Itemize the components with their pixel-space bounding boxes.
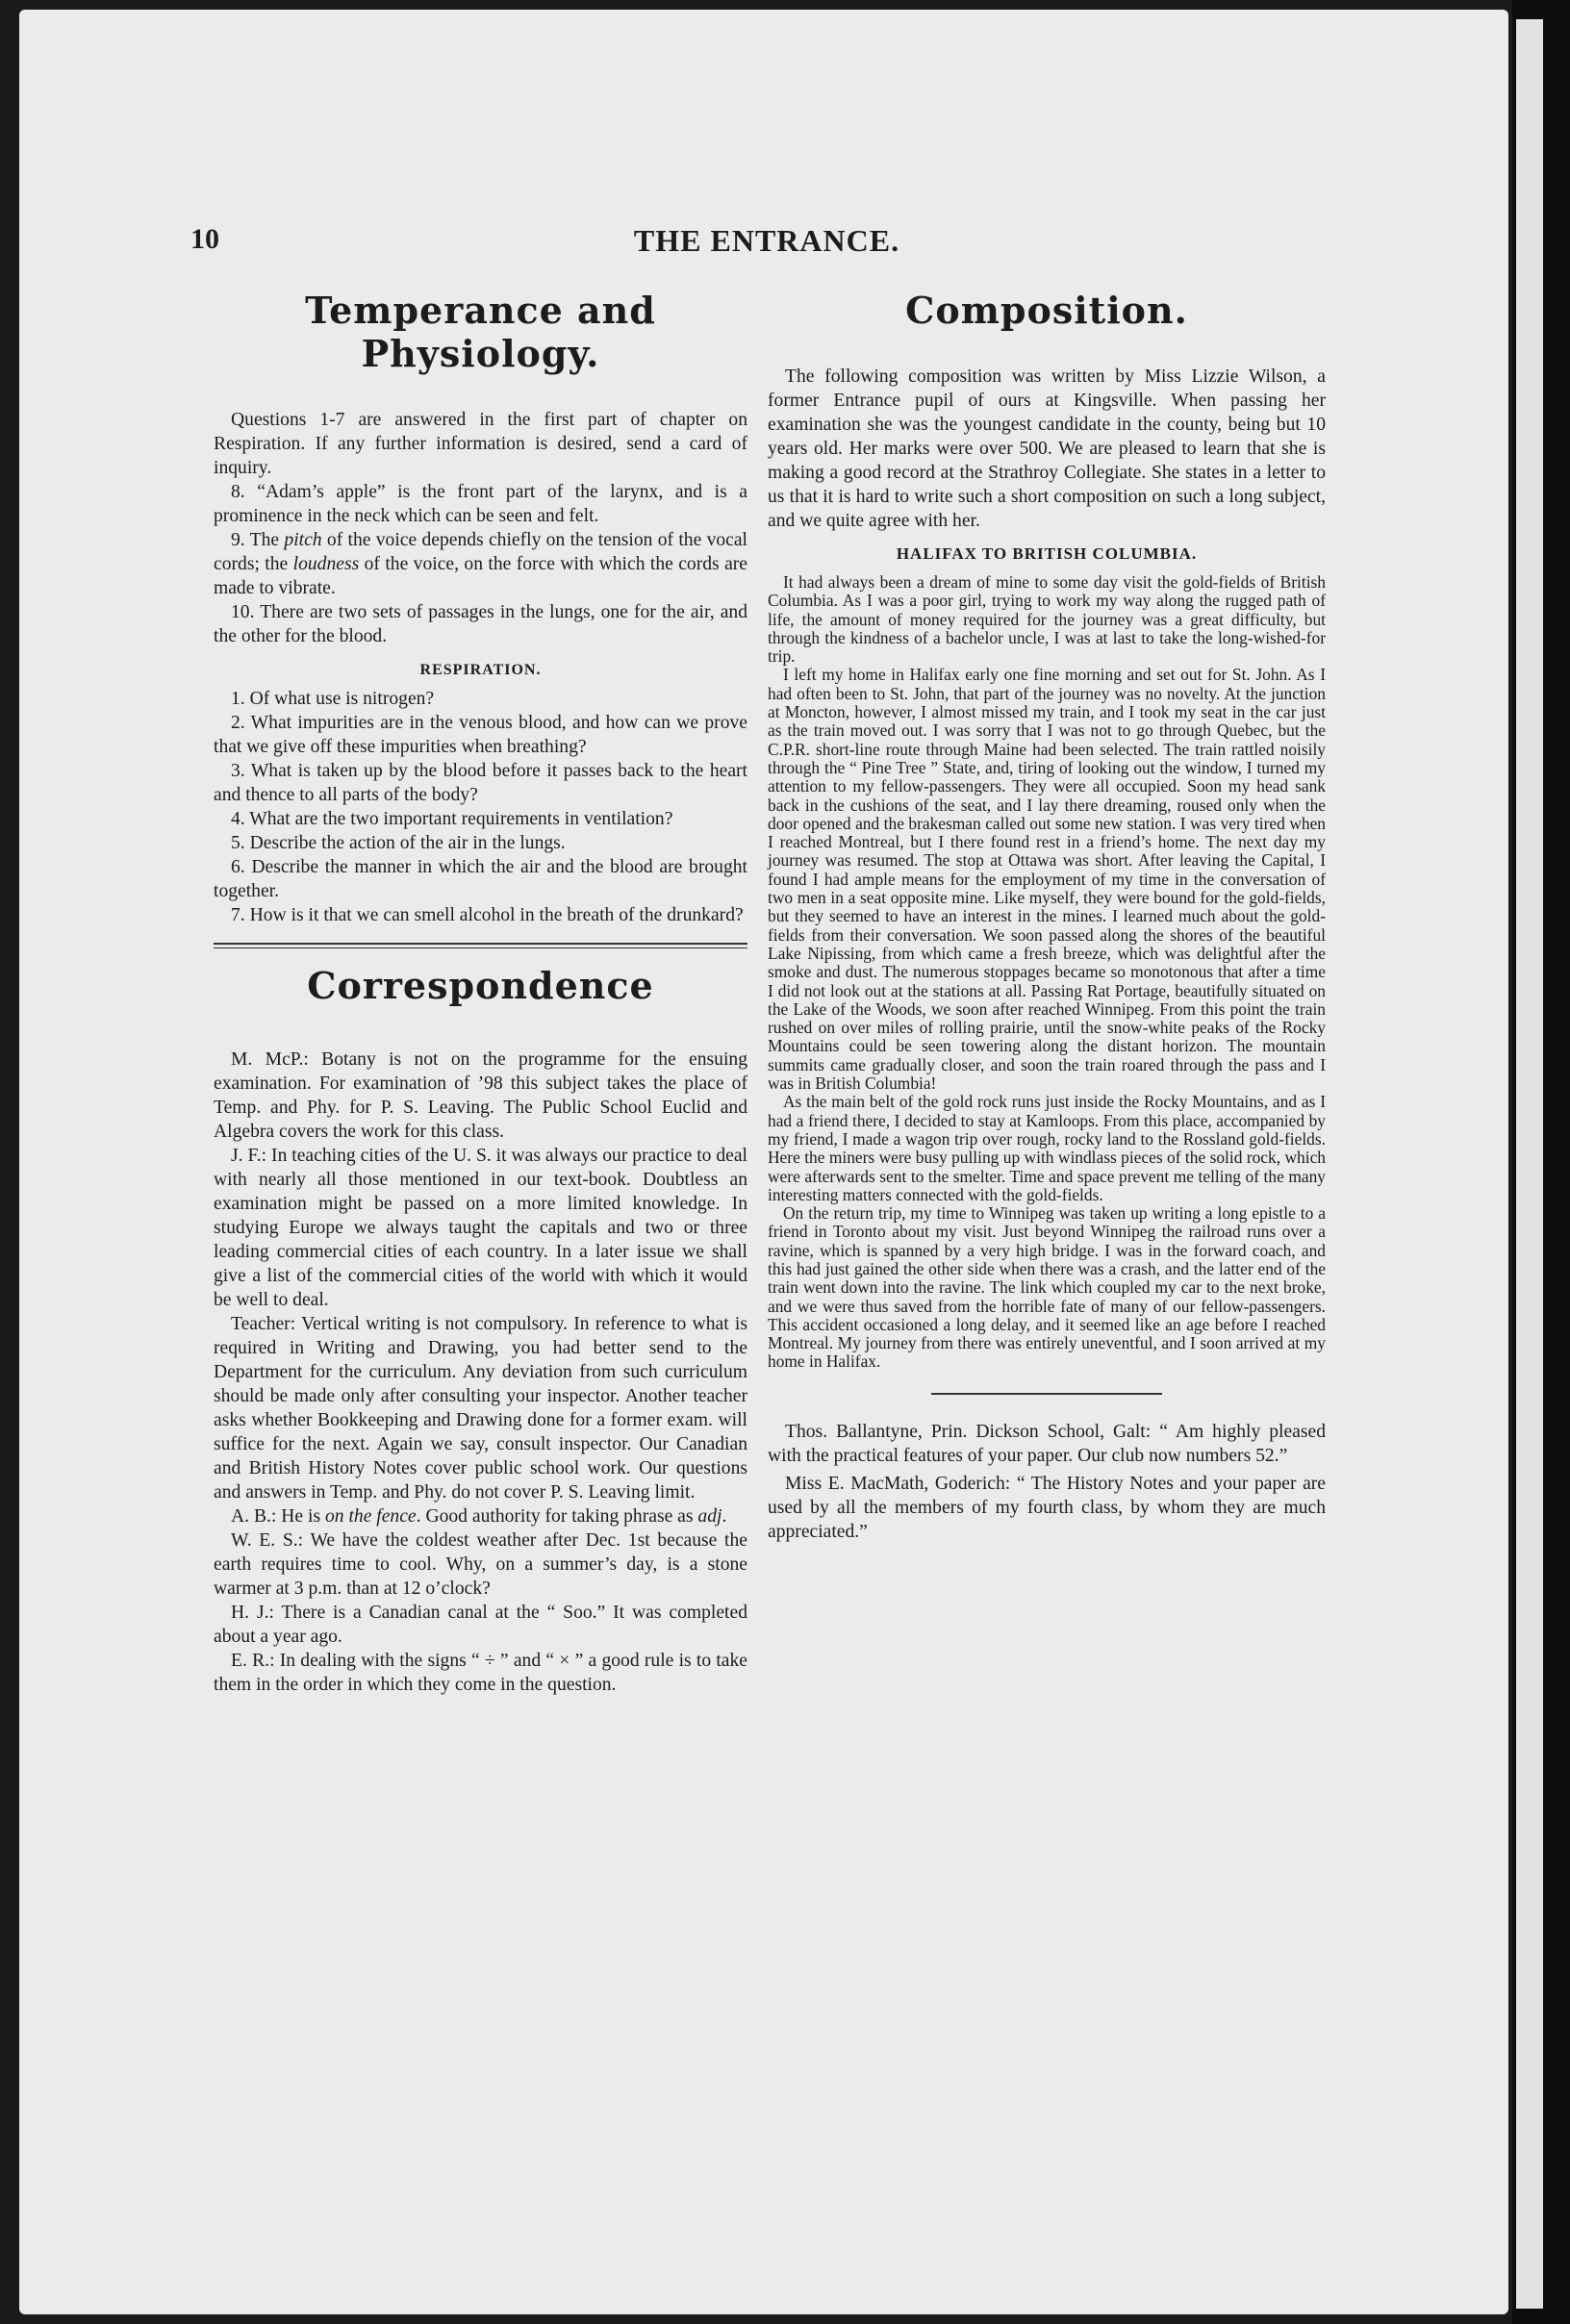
running-title: THE ENTRANCE. — [633, 223, 900, 258]
question: 1. Of what use is nitrogen? — [231, 689, 435, 709]
essay-body — [768, 573, 1326, 1372]
temperance-para: 8. “Adam’s apple” is the front part of the larynx, and is a prominence in the neck which can be seen and felt. — [214, 482, 747, 526]
composition-intro — [768, 365, 1326, 533]
letter-reply: J. F.: In teaching cities of the U. S. it was always our practice to deal with nearly all those mentioned in our text-book. Doubtless an examination might be passed on a more limited knowledge. In studying Europe we always taught the capitals and two or three leading commercial cities of each country. In a later issue we shall give a list of the commercial cities of the world with which it would be well to deal. — [214, 1146, 747, 1310]
essay-para: It had always been a dream of mine to some day visit the gold-fields of British Columbia. As I was a poor girl, trying to work my way along the rugged path of life, the amount of money required for the journey was a great difficulty, but through the kindness of a bachelor uncle, I was at last to take the long-wished-for trip. — [768, 572, 1326, 667]
intro-para: The following composition was written by Miss Lizzie Wilson, a former Entrance pupil of ours at Kingsville. When passing her examination she was the youngest candidate in the county, being but 10 years old. Her marks were over 500. We are pleased to learn that she is making a good record at the Strathroy Collegiate. She states in a letter to us that it is hard to write such a short composition on such a long subject, and we quite agree with her. — [768, 366, 1326, 531]
right-column — [768, 289, 1326, 1544]
question: 4. What are the two important requirements in ventilation? — [231, 809, 673, 829]
letter-reply: Teacher: Vertical writing is not compulsory. In reference to what is required in Writing and Drawing, you had better send to the Department for the curriculum. Any deviation from such curriculum should be made only after consulting your inspector. Another teacher asks whether Bookkeeping and Drawing done for a former exam. will suffice for the next. Again we say, consult inspector. Our Canadian and British History Notes cover public school work. Our questions and answers in Temp. and Phy. do not cover P. S. Leaving limit. — [214, 1314, 747, 1503]
section-divider — [214, 943, 747, 948]
essay-para: On the return trip, my time to Winnipeg was taken up writing a long epistle to a friend in Toronto about my visit. Just beyond Winnipeg the railroad runs over a ravine, which is spanned by a very high bridge. I was in the forward coach, and this had just gained the other side when there was a crash, and the latter end of the train went down into the ravine. The link which coupled my car to the next broke, and we were thus saved from the horrible fate of many of our fellow-passengers. This accident occasioned a long delay, and it seemed like an age before I reached Montreal. My journey from there was entirely uneventful, and I soon arrived at my home in Halifax. — [768, 1203, 1326, 1372]
respiration-subheading: RESPIRATION. — [419, 662, 542, 678]
correspondence-heading: Correspondence — [307, 964, 654, 1007]
question: 6. Describe the manner in which the air and the blood are brought together. — [214, 857, 747, 901]
composition-heading: Composition. — [905, 289, 1188, 332]
page-header — [190, 223, 1343, 271]
temperance-para-rich: 9. The pitch of the voice depends chiefly on the tension of the vocal cords; the loudness of the voice, on the force with which the cords are made to vibrate. — [214, 530, 747, 598]
letter-reply: W. E. S.: We have the coldest weather after Dec. 1st because the earth requires time to cool. Why, on a summer’s day, is a stone warmer at 3 p.m. than at 12 o’clock? — [214, 1530, 747, 1599]
essay-title: HALIFAX TO BRITISH COLUMBIA. — [896, 544, 1198, 563]
respiration-questions — [214, 687, 747, 927]
left-column — [214, 289, 747, 1697]
letter-reply-rich: A. B.: He is on the fence. Good authority for taking phrase as adj. — [231, 1506, 727, 1527]
letter-reply: M. McP.: Botany is not on the programme for the ensuing examination. For examination of ’98 this subject takes the place of Temp. and Phy. for P. S. Leaving. The Public School Euclid and Algebra covers the work for this class. — [214, 1049, 747, 1142]
testimonial: Miss E. MacMath, Goderich: “ The History Notes and your paper are used by all the members of my fourth class, by whom they are much appreciated.” — [768, 1473, 1326, 1542]
essay-para: As the main belt of the gold rock runs just inside the Rocky Mountains, and as I had a friend there, I decided to stay at Kamloops. From this place, accompanied by my friend, I made a wagon trip over rough, rocky land to the Rossland gold-fields. Here the miners were busy pulling up with windlass pieces of the solid rock, which were afterwards sent to the smelter. Time and space prevent me telling of the many interesting matters connected with the gold-fields. — [768, 1092, 1326, 1204]
temperance-answers — [214, 408, 747, 648]
testimonials — [768, 1420, 1326, 1544]
essay-para: I left my home in Halifax early one fine morning and set out for St. John. As I had often been to St. John, that part of the journey was no novelty. At the junction at Moncton, however, I almost missed my train, and I took my seat in the car just as the train moved out. I was sorry that I was not to go through Quebec, but the C.P.R. short-line route through Maine had been selected. The train rattled noisily through the “ Pine Tree ” State, and, tiring of looking out the window, I turned my attention to my fellow-passengers. They were all occupied. Soon my head sank back in the cushions of the seat, and I lay there dreaming, roused only when the door opened and the brakesman called out some new station. I was very tired when I reached Montreal, but I there found rest in a friend’s home. The next day my journey was resumed. The stop at Ottawa was short. After leaving the Capital, I found I had ample means for the employment of my time in the conversation of two men in a seat opposite mine. Like myself, they were bound for the gold-fields, but they seemed to have an interest in the mines. I learned much about the gold-fields from their conversation. We soon passed along the shores of the beautiful Lake Nipissing, from which came a fresh breeze, which was delightful after the smoke and dust. The numerous stoppages became so monotonous that after a time I did not look out at the stations at all. Passing Rat Portage, beautifully situated on the Lake of the Woods, we soon after reached Winnipeg. From this point the train rushed on over miles of rolling prairie, until the snow-white peaks of the Rocky Mountains could be seen towering along the distant horizon. The mountain summits came gradually closer, and soon the train roared through the pass and I was in British Columbia! — [768, 665, 1326, 1094]
letter-reply: E. R.: In dealing with the signs “ ÷ ” and “ × ” a good rule is to take them in the order in which they come in the question. — [214, 1651, 747, 1695]
page-number: 10 — [190, 223, 219, 255]
temperance-para: Questions 1-7 are answered in the first part of chapter on Respiration. If any further information is desired, send a card of inquiry. — [214, 410, 747, 478]
temperance-heading: Temperance and Physiology. — [305, 289, 656, 375]
temperance-para: 10. There are two sets of passages in the lungs, one for the air, and the other for the blood. — [214, 602, 747, 646]
letter-reply: H. J.: There is a Canadian canal at the “ Soo.” It was completed about a year ago. — [214, 1603, 747, 1647]
question: 7. How is it that we can smell alcohol in the breath of the drunkard? — [231, 905, 744, 925]
question: 5. Describe the action of the air in the lungs. — [231, 833, 566, 853]
question: 2. What impurities are in the venous blood, and how can we prove that we give off these impurities when breathing? — [214, 713, 747, 757]
question: 3. What is taken up by the blood before it passes back to the heart and thence to all parts of the body? — [214, 761, 747, 805]
short-divider — [931, 1393, 1162, 1395]
next-page-edge — [1516, 19, 1543, 2309]
correspondence-body — [214, 1048, 747, 1697]
testimonial: Thos. Ballantyne, Prin. Dickson School, Galt: “ Am highly pleased with the practical features of your paper. Our club now numbers 52.” — [768, 1421, 1326, 1466]
